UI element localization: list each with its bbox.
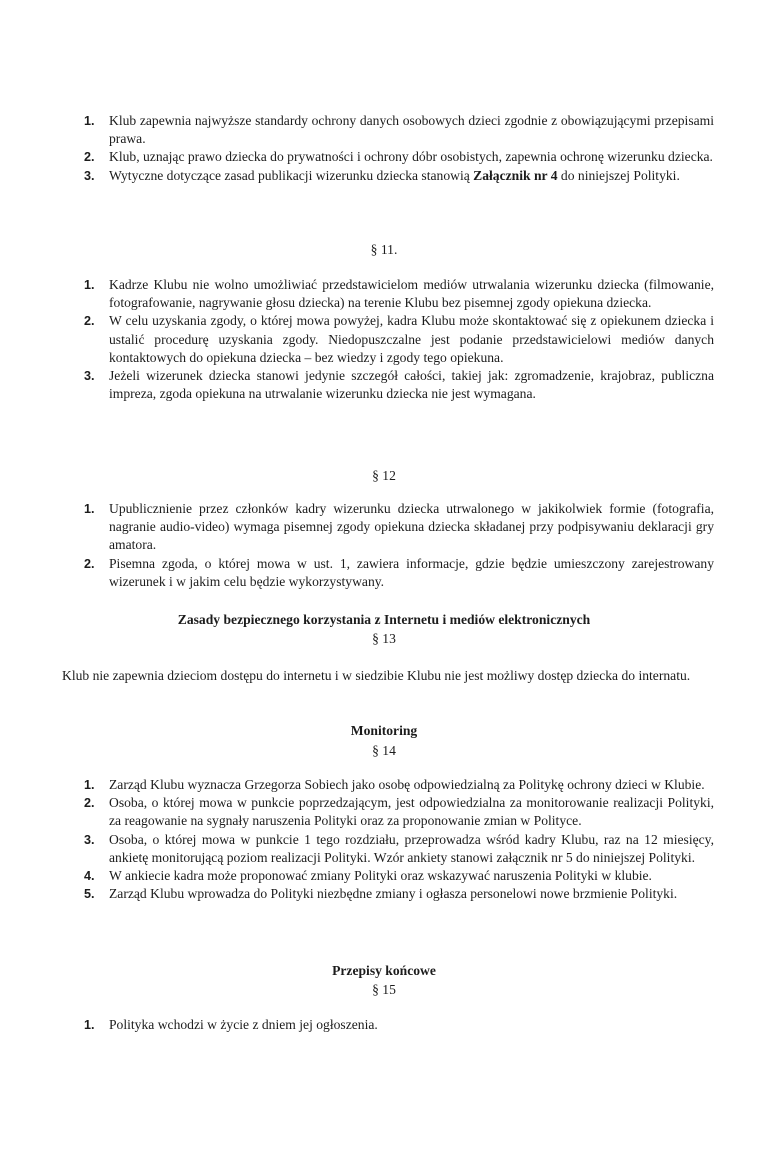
final-list bbox=[84, 1016, 714, 1034]
list-item: 2. Klub, uznając prawo dziecka do prywatności i ochrony dóbr osobistych, zapewnia ochronę wizerunku dziecka. bbox=[84, 149, 713, 165]
internet-section-title: Zasady bezpiecznego korzystania z Internetu i mediów elektronicznych bbox=[177, 612, 591, 627]
list-item: 4. W ankiecie kadra może proponować zmiany Polityki oraz wskazywać naruszenia Polityki w klubie. bbox=[84, 868, 652, 884]
section-14-heading: § 14 bbox=[372, 743, 396, 758]
section-11-heading: § 11. bbox=[370, 242, 398, 257]
list-item: 1. Upublicznienie przez członków kadry wizerunku dziecka utrwalonego w jakikolwiek formie (fotografia, nagranie audio-video) wymaga pisemnej zgody opiekuna dziecka składanej przy podpisywaniu deklaracji gry amatora. bbox=[84, 501, 714, 553]
list-item: 1. Zarząd Klubu wyznacza Grzegorza Sobiech jako osobę odpowiedzialną za Politykę ochrony dzieci w Klubie. bbox=[84, 777, 705, 792]
list-item: 3. Jeżeli wizerunek dziecka stanowi jedynie szczegół całości, takiej jak: zgromadzenie, krajobraz, publiczna impreza, zgoda opiekuna na utrwalanie wizerunku dziecka nie jest wymagana. bbox=[84, 368, 714, 402]
list-item: 5. Zarząd Klubu wprowadza do Polityki niezbędne zmiany i ogłasza personelowi nowe brzmienie Polityki. bbox=[84, 886, 678, 902]
list-item: 1. Klub zapewnia najwyższe standardy ochrony danych osobowych dzieci zgodnie z obowiązującymi przepisami prawa. bbox=[84, 113, 714, 147]
section-15-heading: § 15 bbox=[372, 982, 396, 997]
list-item: 1. Polityka wchodzi w życie z dniem jej ogłoszenia. bbox=[84, 1017, 378, 1032]
monitoring-title: Monitoring bbox=[350, 723, 418, 738]
intro-list bbox=[84, 112, 714, 185]
list-item: 3. Wytyczne dotyczące zasad publikacji wizerunku dziecka stanowią Załącznik nr 4 do niniejszej Polityki. bbox=[84, 167, 680, 183]
monitoring-list bbox=[84, 776, 714, 903]
list-item: 3. Osoba, o której mowa w punkcie 1 tego rozdziału, przeprowadza wśród kadry Klubu, raz na 12 miesięcy, ankietę monitorującą poziom realizacji Polityki. Wzór ankiety stanowi załącznik nr 5 do niniejszej Polityki. bbox=[84, 831, 714, 865]
final-provisions-title: Przepisy końcowe bbox=[332, 963, 436, 978]
list-item: 2. W celu uzyskania zgody, o której mowa powyżej, kadra Klubu może skontaktować się z opiekunem dziecka i ustalić procedurę uzyskania zgody. Niedopuszczalne jest podanie przedstawicielowi mediów danych kontaktowych do opiekuna dziecka – bez wiedzy i zgody tego opiekuna. bbox=[84, 313, 714, 365]
section-12-list bbox=[84, 500, 714, 591]
list-item: 2. Pisemna zgoda, o której mowa w ust. 1, zawiera informacje, gdzie będzie umieszczony zarejestrowany wizerunek i w jakim celu będzie wykorzystywany. bbox=[84, 555, 714, 589]
internet-paragraph: Klub nie zapewnia dzieciom dostępu do internetu i w siedzibie Klubu nie jest możliwy dostęp dziecka do internatu. bbox=[62, 668, 691, 683]
list-item: 1. Kadrze Klubu nie wolno umożliwiać przedstawicielom mediów utrwalania wizerunku dziecka (filmowanie, fotografowanie, nagrywanie głosu dziecka) na terenie Klubu bez pisemnej zgody opiekuna dziecka. bbox=[84, 277, 714, 311]
list-item: 2. Osoba, o której mowa w punkcie poprzedzającym, jest odpowiedzialna za monitorowanie realizacji Polityki, za reagowanie na sygnały naruszenia Polityki oraz za proponowanie zmian w Polityce. bbox=[84, 795, 714, 829]
section-12-heading: § 12 bbox=[372, 468, 396, 483]
section-11-list bbox=[84, 276, 714, 403]
attachment-reference: Załącznik nr 4 bbox=[473, 167, 558, 183]
section-13-heading: § 13 bbox=[372, 631, 396, 646]
